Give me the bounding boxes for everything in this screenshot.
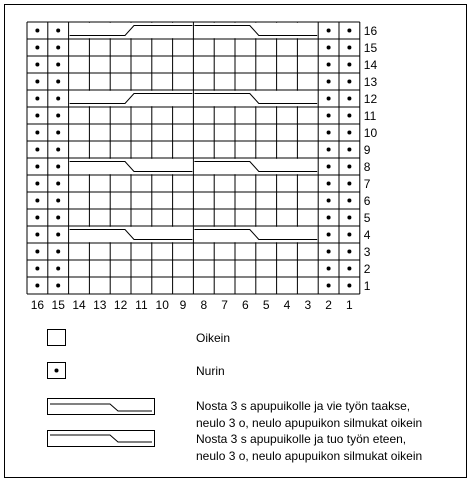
legend-cable-back-line2: neulo 3 o, neulo apupuikon silmukat oikein <box>196 416 423 430</box>
purl-dot <box>347 29 351 33</box>
purl-dot <box>327 80 331 84</box>
row-number: 5 <box>363 211 371 225</box>
purl-dot <box>35 233 39 237</box>
purl-dot <box>347 199 351 203</box>
row-number: 13 <box>363 75 378 89</box>
purl-dot <box>327 97 331 101</box>
cable-front-icon <box>48 431 154 446</box>
purl-dot <box>327 199 331 203</box>
purl-dot <box>327 148 331 152</box>
purl-dot <box>347 148 351 152</box>
purl-dot <box>347 165 351 169</box>
purl-dot <box>56 131 60 135</box>
purl-dot <box>347 284 351 288</box>
row-number: 14 <box>363 58 378 72</box>
legend-cable-back-symbol <box>47 398 155 415</box>
column-number: 9 <box>179 298 187 310</box>
purl-dot <box>327 114 331 118</box>
legend-cable-front-line2: neulo 3 o, neulo apupuikon silmukat oikein <box>196 449 423 463</box>
purl-dot <box>327 233 331 237</box>
purl-dot <box>35 148 39 152</box>
row-number: 7 <box>363 177 371 191</box>
legend-purl-symbol <box>47 362 66 379</box>
column-number: 7 <box>221 298 228 310</box>
purl-dot <box>35 250 39 254</box>
row-number: 1 <box>363 279 371 293</box>
row-number: 15 <box>363 41 378 55</box>
row-number: 6 <box>363 194 371 208</box>
purl-dot <box>35 80 39 84</box>
purl-dot <box>56 97 60 101</box>
row-number: 11 <box>363 109 377 123</box>
row-number: 12 <box>363 92 378 106</box>
purl-dot <box>347 250 351 254</box>
column-number: 11 <box>135 298 148 310</box>
column-number: 13 <box>93 298 107 310</box>
purl-dot <box>35 199 39 203</box>
purl-dot <box>327 46 331 50</box>
purl-dot <box>327 165 331 169</box>
legend-cable-front-symbol <box>47 430 155 447</box>
purl-dot <box>327 63 331 67</box>
purl-dot <box>327 267 331 271</box>
row-number: 10 <box>363 126 378 140</box>
legend-cable-back-line1: Nosta 3 s apupuikolle ja vie työn taakse, <box>196 399 411 413</box>
purl-dot <box>347 97 351 101</box>
purl-dot <box>35 63 39 67</box>
purl-dot <box>347 182 351 186</box>
row-number: 16 <box>363 24 378 38</box>
cable-back-icon <box>48 399 154 414</box>
legend-cable-front-text <box>196 431 422 465</box>
column-number: 8 <box>200 298 208 310</box>
column-number: 4 <box>283 298 291 310</box>
purl-dot <box>56 114 60 118</box>
purl-dot <box>347 233 351 237</box>
column-number: 16 <box>30 298 45 310</box>
purl-dot <box>56 216 60 220</box>
column-number: 14 <box>72 298 86 310</box>
column-number: 6 <box>242 298 249 310</box>
purl-dot <box>56 46 60 50</box>
purl-dot <box>56 250 60 254</box>
purl-dot <box>56 29 60 33</box>
purl-dot <box>347 216 351 220</box>
legend-cable-front-line1: Nosta 3 s apupuikolle ja tuo työn eteen, <box>196 432 407 446</box>
row-number: 8 <box>363 160 371 174</box>
column-number: 12 <box>113 298 128 310</box>
column-number: 2 <box>325 298 332 310</box>
legend-knit-label: Oikein <box>196 331 231 345</box>
purl-dot <box>56 80 60 84</box>
column-number: 15 <box>51 298 65 310</box>
column-number: 1 <box>346 298 353 310</box>
purl-dot <box>35 165 39 169</box>
purl-dot <box>56 233 60 237</box>
purl-dot <box>347 80 351 84</box>
column-number: 5 <box>262 298 270 310</box>
purl-dot <box>327 29 331 33</box>
purl-dot <box>327 250 331 254</box>
purl-dot <box>56 267 60 271</box>
purl-dot <box>327 182 331 186</box>
purl-dot-icon <box>48 363 65 378</box>
purl-dot <box>35 284 39 288</box>
purl-dot <box>56 63 60 67</box>
purl-dot <box>327 284 331 288</box>
purl-dot <box>56 148 60 152</box>
purl-dot <box>35 46 39 50</box>
column-number: 10 <box>155 298 169 310</box>
column-number: 3 <box>304 298 312 310</box>
row-number: 4 <box>363 228 371 242</box>
row-number: 3 <box>363 245 371 259</box>
purl-dot <box>35 114 39 118</box>
purl-dot <box>35 267 39 271</box>
legend-cable-back-text <box>196 398 422 432</box>
purl-dot <box>347 267 351 271</box>
row-number: 9 <box>363 143 371 157</box>
purl-dot <box>347 46 351 50</box>
purl-dot <box>56 199 60 203</box>
purl-dot <box>35 131 39 135</box>
purl-dot <box>35 182 39 186</box>
purl-dot <box>56 284 60 288</box>
purl-dot <box>35 216 39 220</box>
legend-knit-symbol <box>47 329 66 346</box>
purl-dot <box>56 182 60 186</box>
row-number: 2 <box>363 262 371 276</box>
purl-dot <box>35 97 39 101</box>
purl-dot <box>347 131 351 135</box>
purl-dot <box>56 165 60 169</box>
legend-purl-label: Nurin <box>196 364 225 378</box>
purl-dot <box>327 131 331 135</box>
purl-dot <box>35 29 39 33</box>
purl-dot <box>347 114 351 118</box>
purl-dot <box>327 216 331 220</box>
purl-dot <box>347 63 351 67</box>
